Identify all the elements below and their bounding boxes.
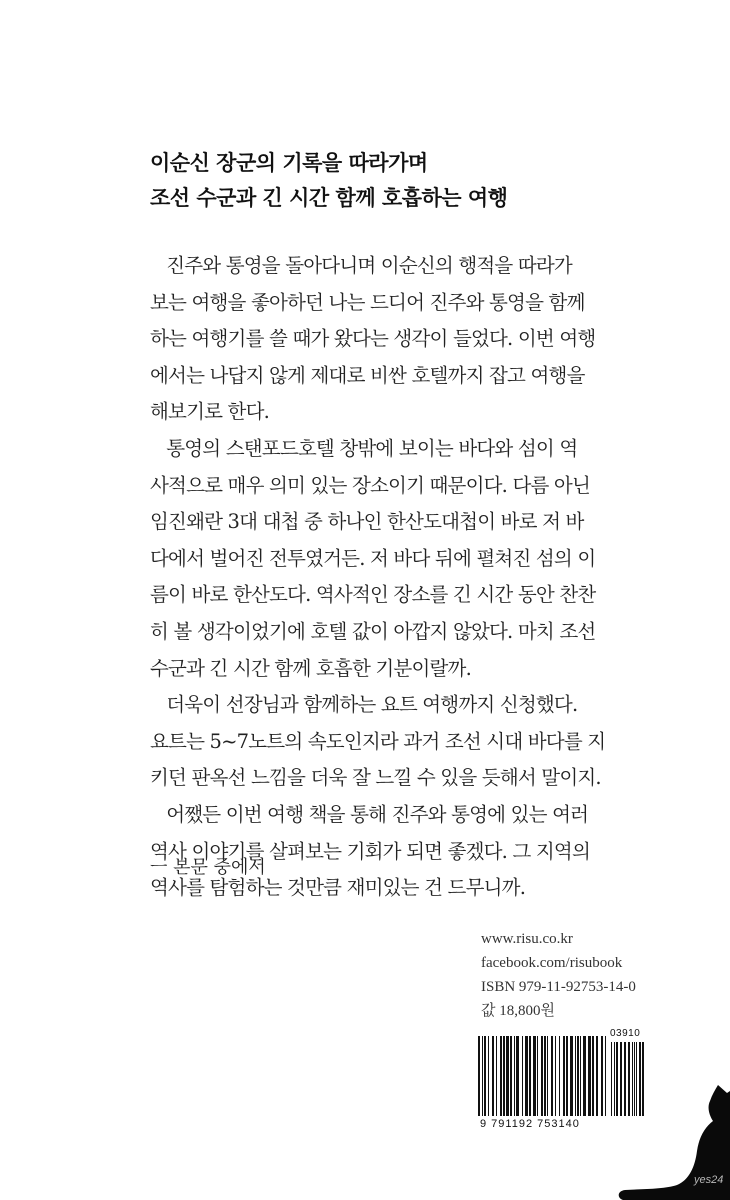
- excerpt-line: 하는 여행기를 쓸 때가 왔다는 생각이 들었다. 이번 여행: [150, 327, 596, 351]
- excerpt-paragraph-4: [150, 797, 630, 907]
- excerpt-paragraph-3: [150, 687, 630, 797]
- excerpt-line: 통영의 스탠포드호텔 창밖에 보이는 바다와 섬이 역: [150, 436, 578, 460]
- publisher-facebook: facebook.com/risubook: [481, 955, 623, 971]
- publisher-info: [481, 927, 636, 1023]
- excerpt-line: 름이 바로 한산도다. 역사적인 장소를 긴 시간 동안 찬찬: [150, 583, 596, 607]
- headline: [150, 146, 650, 216]
- excerpt-line: 어쨌든 이번 여행 책을 통해 진주와 통영에 있는 여러: [150, 802, 589, 826]
- excerpt-line: 더욱이 선장님과 함께하는 요트 여행까지 신청했다.: [150, 693, 578, 717]
- excerpt-line: 키던 판옥선 느낌을 더욱 잘 느낄 수 있을 듯해서 말이지.: [150, 766, 601, 790]
- excerpt-paragraph-2: [150, 431, 630, 687]
- excerpt-paragraph-1: [150, 248, 630, 431]
- excerpt-line: 사적으로 매우 의미 있는 장소이기 때문이다. 다름 아닌: [150, 473, 591, 497]
- barcode-addon-digits: 03910: [610, 1028, 641, 1039]
- excerpt-line: 요트는 5~7노트의 속도인지라 과거 조선 시대 바다를 지: [150, 729, 606, 753]
- watermark-logo: yes24: [694, 1174, 724, 1186]
- excerpt-line: 역사를 탐험하는 것만큼 재미있는 건 드무니까.: [150, 876, 526, 900]
- isbn-number: ISBN 979-11-92753-14-0: [481, 979, 636, 995]
- excerpt-line: 수군과 긴 시간 함께 호흡한 기분이랄까.: [150, 656, 471, 680]
- excerpt-line: 진주와 통영을 돌아다니며 이순신의 행적을 따라가: [150, 254, 572, 277]
- excerpt-line: 해보기로 한다.: [150, 400, 270, 424]
- headline-line-2: 조선 수군과 긴 시간 함께 호흡하는 여행: [150, 186, 508, 210]
- price-label: 값 18,800원: [481, 1003, 555, 1019]
- publisher-website: www.risu.co.kr: [481, 931, 573, 947]
- barcode-main-digits: 9 791192 753140: [480, 1118, 580, 1130]
- excerpt-line: 다에서 벌어진 전투였거든. 저 바다 뒤에 펼쳐진 섬의 이: [150, 546, 596, 570]
- excerpt-line: 보는 여행을 좋아하던 나는 드디어 진주와 통영을 함께: [150, 290, 585, 314]
- excerpt-source: ㅡ 본문 중에서: [150, 857, 266, 878]
- excerpt-line: 에서는 나답지 않게 제대로 비싼 호텔까지 잡고 여행을: [150, 363, 585, 387]
- excerpt-line: 역사 이야기를 살펴보는 기회가 되면 좋겠다. 그 지역의: [150, 839, 591, 863]
- excerpt: [150, 248, 630, 907]
- excerpt-line: 히 볼 생각이었기에 호텔 값이 아깝지 않았다. 마치 조선: [150, 619, 596, 643]
- headline-line-1: 이순신 장군의 기록을 따라가며: [150, 151, 428, 175]
- excerpt-line: 임진왜란 3대 대첩 중 하나인 한산도대첩이 바로 저 바: [150, 510, 584, 534]
